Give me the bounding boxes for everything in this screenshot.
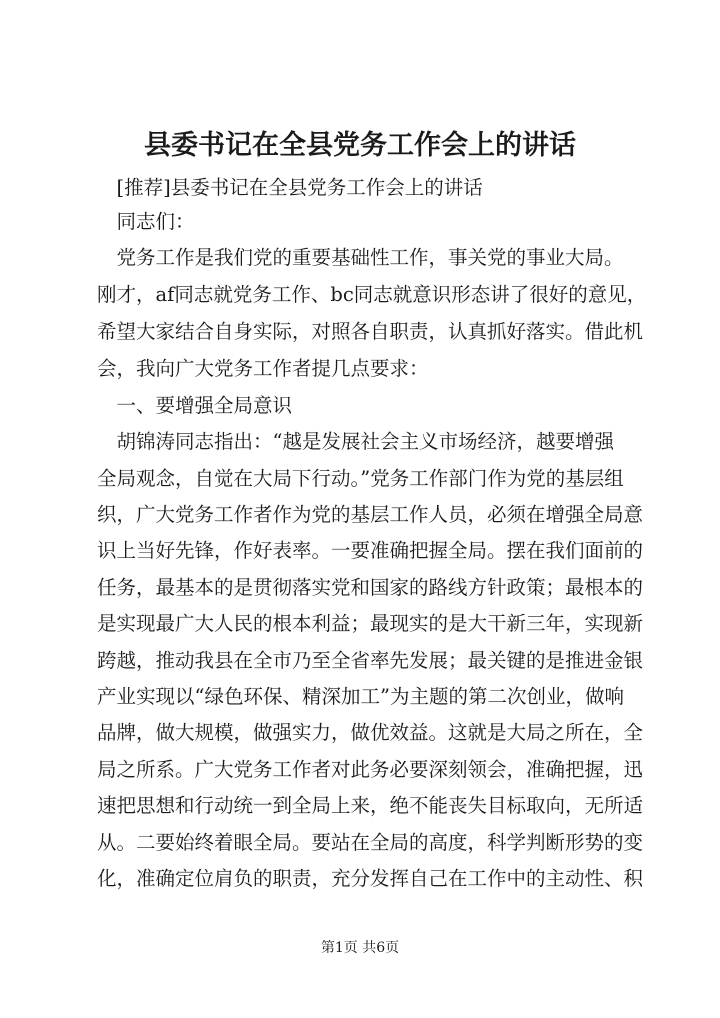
body-line: 胡锦涛同志指出：“越是发展社会主义市场经济，越要增强: [97, 430, 614, 453]
body-line: 同志们：: [97, 210, 195, 233]
body-line: 会，我向广大党务工作者提几点要求：: [97, 357, 429, 380]
body-line: 化，准确定位肩负的职责，充分发挥自己在工作中的主动性、积: [97, 867, 644, 890]
document-title: 县委书记在全县党务工作会上的讲话: [144, 130, 576, 161]
body-line: 织，广大党务工作者作为党的基层工作人员，必须在增强全局意: [97, 503, 644, 526]
body-line: 希望大家结合自身实际，对照各自职责，认真抓好落实。借此机: [97, 320, 644, 343]
body-line: 任务，最基本的是贯彻落实党和国家的路线方针政策；最根本的: [97, 576, 644, 599]
body-line: 跨越，推动我县在全市乃至全省率先发展；最关键的是推进金银: [97, 649, 644, 672]
body-line: 产业实现以“绿色环保、精深加工”为主题的第二次创业，做响: [97, 685, 624, 708]
body-line: 速把思想和行动统一到全局上来，绝不能丧失目标取向，无所适: [97, 794, 644, 817]
body-line: 刚才，af同志就党务工作、bc同志就意识形态讲了很好的意见，: [97, 283, 647, 306]
body-line: 是实现最广大人民的根本利益；最现实的是大干新三年，实现新: [97, 612, 644, 635]
page-number-footer: 第1页 共6页: [320, 940, 400, 956]
section-heading: 一、要增强全局意识: [97, 394, 293, 417]
body-line: 从。二要始终着眼全局。要站在全局的高度，科学判断形势的变: [97, 831, 644, 854]
body-line: 全局观念，自觉在大局下行动。”党务工作部门作为党的基层组: [97, 467, 624, 490]
body-line: 党务工作是我们党的重要基础性工作，事关党的事业大局。: [97, 246, 624, 269]
body-line: 识上当好先锋，作好表率。一要准确把握全局。摆在我们面前的: [97, 539, 644, 562]
body-line: [推荐]县委书记在全县党务工作会上的讲话: [97, 176, 483, 199]
body-line: 品牌，做大规模，做强实力，做优效益。这就是大局之所在，全: [97, 721, 644, 744]
body-line: 局之所系。广大党务工作者对此务必要深刻领会，准确把握，迅: [97, 758, 644, 781]
